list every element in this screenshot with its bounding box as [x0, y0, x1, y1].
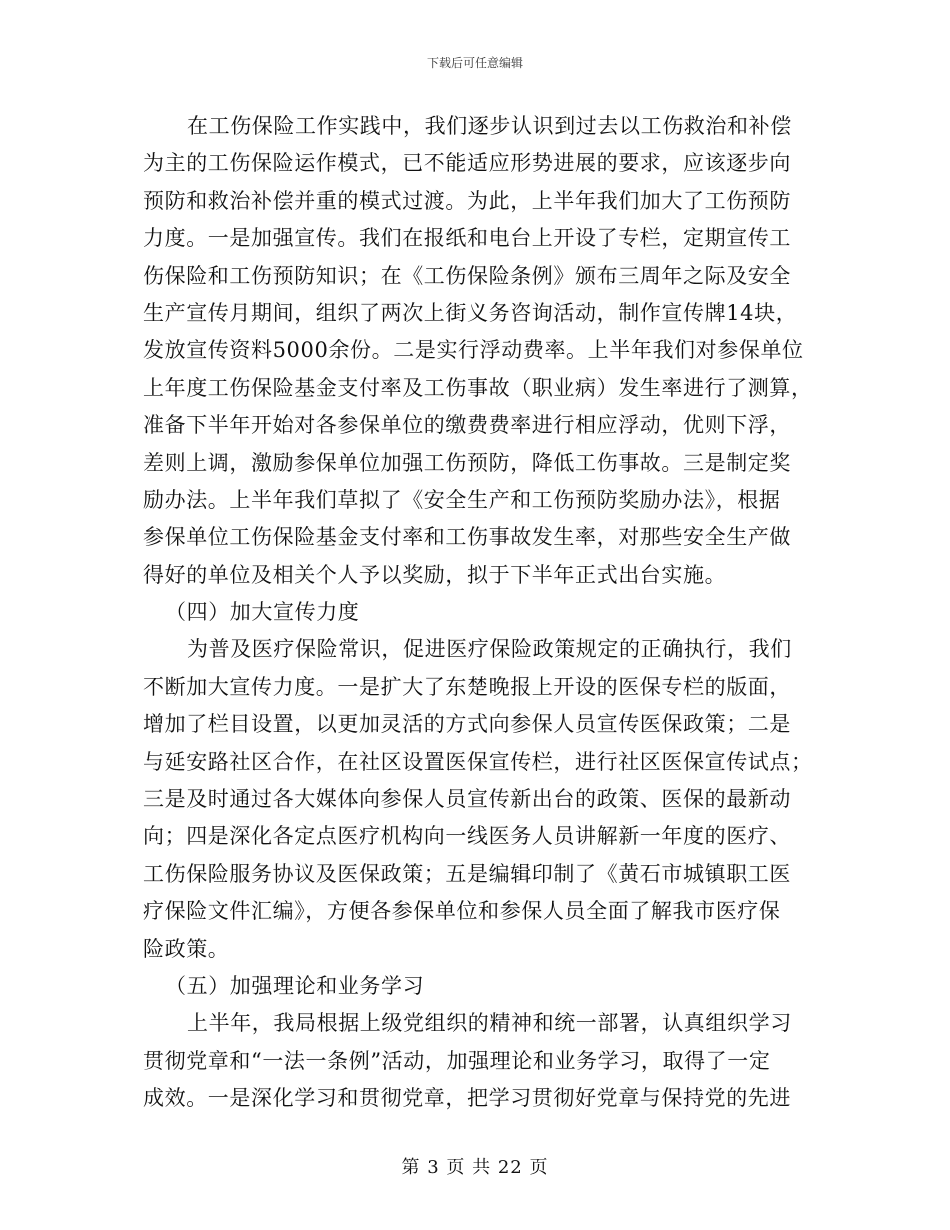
paragraph-line: 工伤保险服务协议及医保政策；五是编辑印制了《黄石市城镇职工医	[143, 861, 791, 886]
paragraph-line: 成效。一是深化学习和贯彻党章，把学习贯彻好党章与保持党的先进	[143, 1086, 791, 1111]
paragraph-line: 三是及时通过各大媒体向参保人员宣传新出台的政策、医保的最新动	[143, 787, 791, 812]
paragraph-line: 为普及医疗保险常识，促进医疗保险政策规定的正确执行，我们	[187, 637, 792, 662]
paragraph-line: 预防和救治补偿并重的模式过渡。为此，上半年我们加大了工伤预防	[143, 188, 791, 213]
paragraph-line: 生产宣传月期间，组织了两次上街义务咨询活动，制作宣传牌14块，	[143, 300, 798, 325]
paragraph-line: 疗保险文件汇编》，方便各参保单位和参保人员全面了解我市医疗保	[143, 899, 781, 924]
paragraph-line: 上半年，我局根据上级党组织的精神和统一部署，认真组织学习	[187, 1011, 792, 1036]
paragraph-line: 增加了栏目设置，以更加灵活的方式向参保人员宣传医保政策；二是	[143, 712, 791, 737]
paragraph-line: 贯彻党章和“一法一条例”活动，加强理论和业务学习，取得了一定	[143, 1048, 771, 1073]
paragraph-line: 在工伤保险工作实践中，我们逐步认识到过去以工伤救治和补偿	[187, 114, 792, 138]
page-header-note: 下载后可任意编辑	[426, 56, 523, 70]
paragraph-line: 为主的工伤保险运作模式，已不能适应形势进展的要求，应该逐步向	[143, 151, 791, 176]
document-body	[143, 108, 813, 1118]
paragraph-line: 励办法。上半年我们草拟了《安全生产和工伤预防奖励办法》，根据	[143, 487, 781, 512]
paragraph-line: 上年度工伤保险基金支付率及工伤事故（职业病）发生率进行了测算，	[143, 375, 813, 400]
paragraph-line: 准备下半年开始对各参保单位的缴费费率进行相应浮动，优则下浮，	[143, 413, 791, 438]
paragraph-line: 得好的单位及相关个人予以奖励，拟于下半年正式出台实施。	[143, 562, 727, 587]
paragraph-line: 力度。一是加强宣传。我们在报纸和电台上开设了专栏，定期宣传工	[143, 226, 791, 251]
section-heading: （五）加强理论和业务学习	[165, 973, 425, 998]
paragraph-line: 参保单位工伤保险基金支付率和工伤事故发生率，对那些安全生产做	[143, 525, 791, 550]
paragraph-line: 伤保险和工伤预防知识；在《工伤保险条例》颁布三周年之际及安全	[143, 263, 791, 288]
paragraph-line: 差则上调，激励参保单位加强工伤预防，降低工伤事故。三是制定奖	[143, 450, 791, 475]
paragraph-line: 向；四是深化各定点医疗机构向一线医务人员讲解新一年度的医疗、	[143, 824, 791, 849]
paragraph-line: 险政策。	[143, 936, 230, 961]
page-number: 第 3 页 共 22 页	[401, 1157, 549, 1178]
paragraph-line: 不断加大宣传力度。一是扩大了东楚晚报上开设的医保专栏的版面，	[143, 674, 791, 699]
paragraph-line: 发放宣传资料5000余份。二是实行浮动费率。上半年我们对参保单位	[143, 338, 804, 363]
paragraph-line: 与延安路社区合作，在社区设置医保宣传栏，进行社区医保宣传试点；	[143, 749, 813, 774]
section-heading: （四）加大宣传力度	[165, 600, 360, 625]
